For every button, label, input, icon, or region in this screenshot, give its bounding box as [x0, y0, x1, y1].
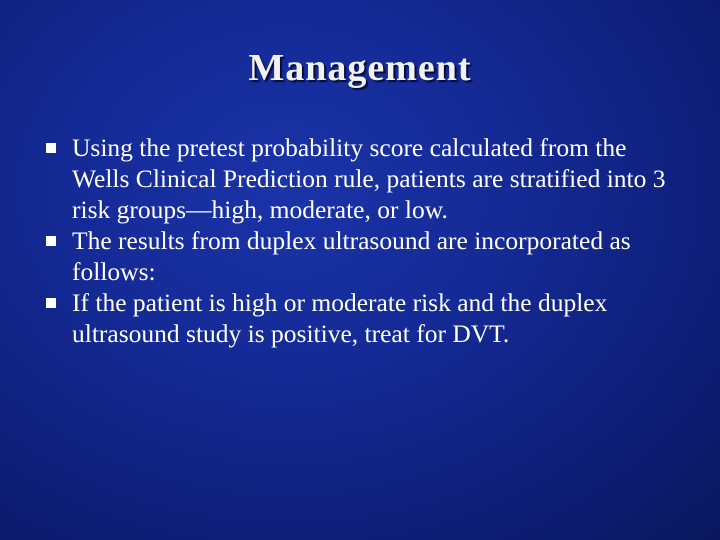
bullet-list [46, 132, 676, 349]
square-bullet-icon [46, 143, 56, 153]
bullet-item [46, 287, 676, 349]
bullet-text: The results from duplex ultrasound are incorporated as follows: [72, 226, 631, 286]
square-bullet-icon [46, 236, 56, 246]
bullet-text: Using the pretest probability score calculated from the Wells Clinical Prediction rule, patients are stratified into 3 risk groups—high, moderate, or low. [72, 133, 666, 224]
bullet-item [46, 132, 676, 225]
slide-title: Management [248, 47, 472, 89]
bullet-item [46, 225, 676, 287]
bullet-text: If the patient is high or moderate risk and the duplex ultrasound study is positive, treat for DVT. [72, 288, 608, 348]
square-bullet-icon [46, 298, 56, 308]
